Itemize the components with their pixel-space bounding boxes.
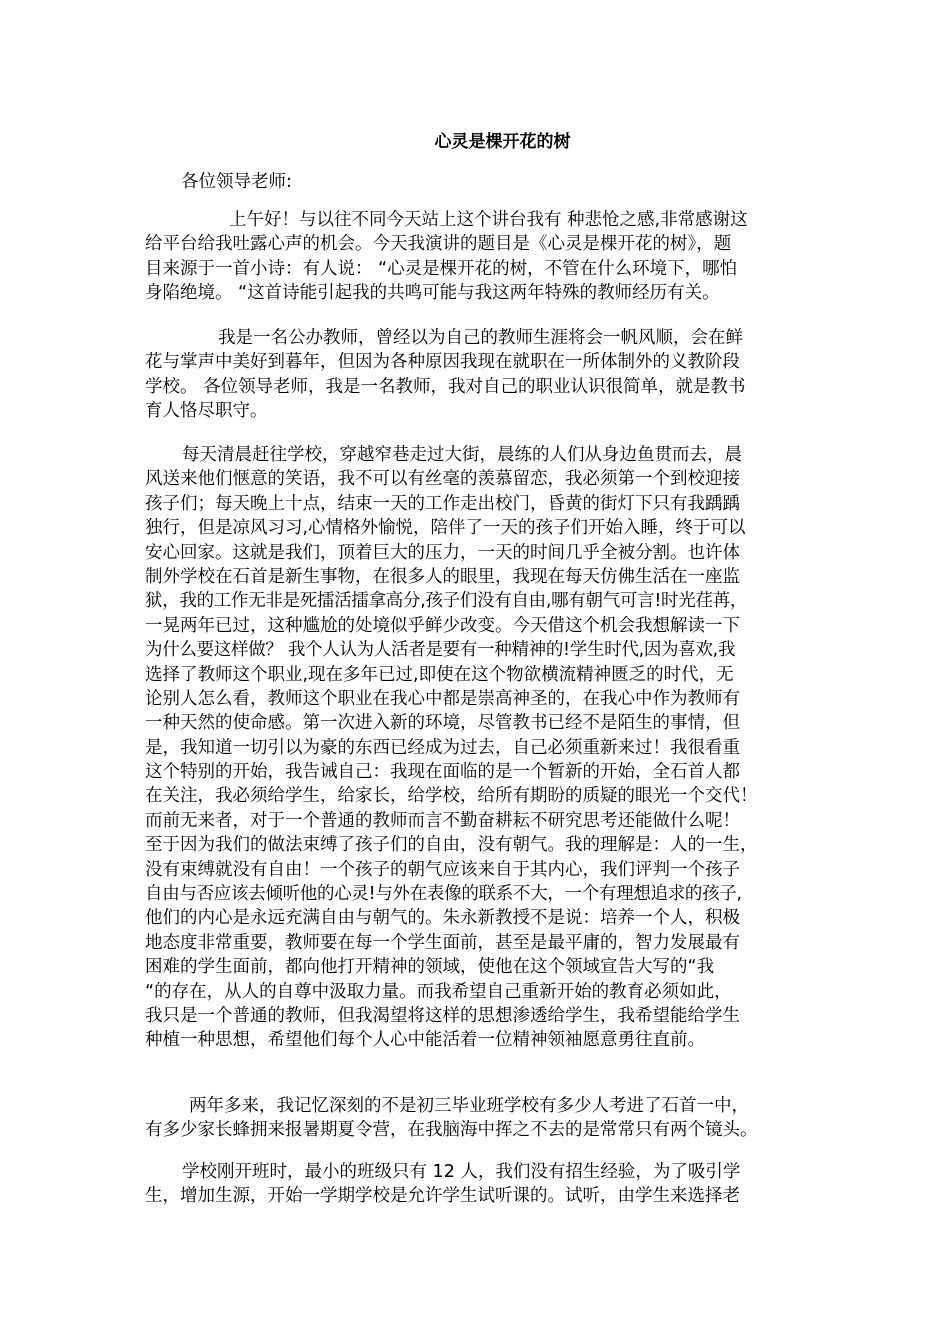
paragraph-line: 身陷绝境。 “这首诗能引起我的共鸣可能与我这两年特殊的教师经历有关。 [145,283,720,304]
paragraph-line: 选择了教师这个职业,现在多年已过,即使在这个物欲横流精神匮乏的时代，无 [145,664,734,685]
paragraph-line: 育人恪尽职守。 [145,401,268,422]
paragraph-line: 他们的内心是永远充满自由与朝气的。朱永新教授不是说：培养一个人，积极 [145,908,740,929]
paragraph-line: 这个特别的开始，我告诫自己：我现在面临的是一个暂新的开始，全石首人都 [145,762,740,783]
paragraph-line: 学校刚开班时，最小的班级只有 12 人，我们没有招生经验，为了吸引学 [182,1162,741,1182]
paragraph-5 [145,1160,825,1209]
paragraph-4 [145,1094,825,1143]
paragraph-line: 孩子们；每天晚上十点，结束一天的工作走出校门，昏黄的街灯下只有我踽踽 [145,493,740,514]
paragraph-line: 我是一名公办教师，曾经以为自己的教师生涯将会一帆风顺，会在鲜 [218,328,743,348]
document-title: 心灵是棵开花的树 [434,132,571,152]
paragraph-line: 有多少家长蜂拥来报暑期夏令营，在我脑海中挥之不去的是常常只有两个镜头。 [145,1120,758,1141]
paragraph-line: 地态度非常重要，教师要在每一个学生面前，甚至是最平庸的，智力发展最有 [145,932,740,953]
paragraph-line: 独行，但是凉风习习,心情格外愉悦，陪伴了一天的孩子们开始入睡，终于可以 [145,518,746,539]
paragraph-line: 种植一种思想，希望他们每个人心中能活着一位精神领袖愿意勇往直前。 [145,1030,705,1051]
paragraph-line: 每天清晨赶往学校，穿越窄巷走过大街，晨练的人们从身边鱼贯而去，晨 [182,445,742,465]
paragraph-line: 是，我知道一切引以为豪的东西已经成为过去，自己必须重新来过！我很看重 [145,737,740,758]
paragraph-line: “的存在，从人的自尊中汲取力量。而我希望自己重新开始的教育必须如此， [145,981,732,1002]
paragraph-line: 没有束缚就没有自由！一个孩子的朝气应该来自于其内心，我们评判一个孩子 [145,859,740,880]
paragraph-line: 我只是一个普通的教师，但我渴望将这样的思想渗透给学生，我希望能给学生 [145,1005,740,1026]
paragraph-line: 一晃两年已过，这种尴尬的处境似乎鲜少改变。今天借这个机会我想解读一下 [145,615,740,636]
paragraph-line: 给平台给我吐露心声的机会。今天我演讲的题目是《心灵是棵开花的树》，题 [145,234,732,255]
paragraph-line: 一种天然的使命感。第一次进入新的环境，尽管教书已经不是陌生的事情，但 [145,713,740,734]
paragraph-line: 生，增加生源，开始一学期学校是允许学生试听课的。试听，由学生来选择老 [145,1186,740,1207]
paragraph-line: 而前无来者，对于一个普通的教师而言不勤奋耕耘不研究思考还能做什么呢！ [145,810,740,831]
paragraph-line: 花与掌声中美好到暮年，但因为各种原因我现在就职在一所体制外的义教阶段 [145,352,740,373]
paragraph-line: 为什么要这样做？ 我个人认为人活者是要有一种精神的!学生时代,因为喜欢,我 [145,640,736,661]
paragraph-line: 目来源于一首小诗：有人说： “心灵是棵开花的树，不管在什么环境下，哪怕 [145,258,738,279]
paragraph-line: 制外学校在石首是新生事物，在很多人的眼里，我现在每天仿佛生活在一座监 [145,566,740,587]
paragraph-line: 上午好！与以往不同今天站上这个讲台我有 种悲怆之感,非常感谢这 [229,210,748,230]
paragraph-line: 安心回家。这就是我们，顶着巨大的压力，一天的时间几乎全被分割。也许体 [145,542,740,563]
greeting-line: 各位领导老师: [181,172,292,192]
paragraph-1 [145,208,825,306]
paragraph-line: 至于因为我们的做法束缚了孩子们的自由，没有朝气。我的理解是：人的一生， [145,835,758,856]
paragraph-3 [145,443,825,1053]
paragraph-line: 自由与否应该去倾听他的心灵!与外在表像的联系不大，一个有理想追求的孩子, [145,884,742,905]
paragraph-line: 论别人怎么看，教师这个职业在我心中都是崇高神圣的，在我心中作为教师有 [145,688,740,709]
paragraph-line: 学校。 各位领导老师，我是一名教师，我对自己的职业认识很简单，就是教书 [145,376,746,397]
paragraph-line: 两年多来，我记忆深刻的不是初三毕业班学校有多少人考进了石首一中， [189,1096,749,1116]
paragraph-line: 狱，我的工作无非是死擂活擂拿高分,孩子们没有自由,哪有朝气可言!时光荏苒， [145,591,748,612]
paragraph-line: 困难的学生面前，都向他打开精神的领域，使他在这个领域宣告大写的“我 [145,957,715,978]
paragraph-line: 风送来他们惬意的笑语，我不可以有丝毫的羡慕留恋，我必须第一个到校迎接 [145,469,740,490]
paragraph-line: 在关注，我必须给学生，给家长，给学校，给所有期盼的质疑的眼光一个交代！ [145,786,758,807]
paragraph-2 [145,326,825,424]
